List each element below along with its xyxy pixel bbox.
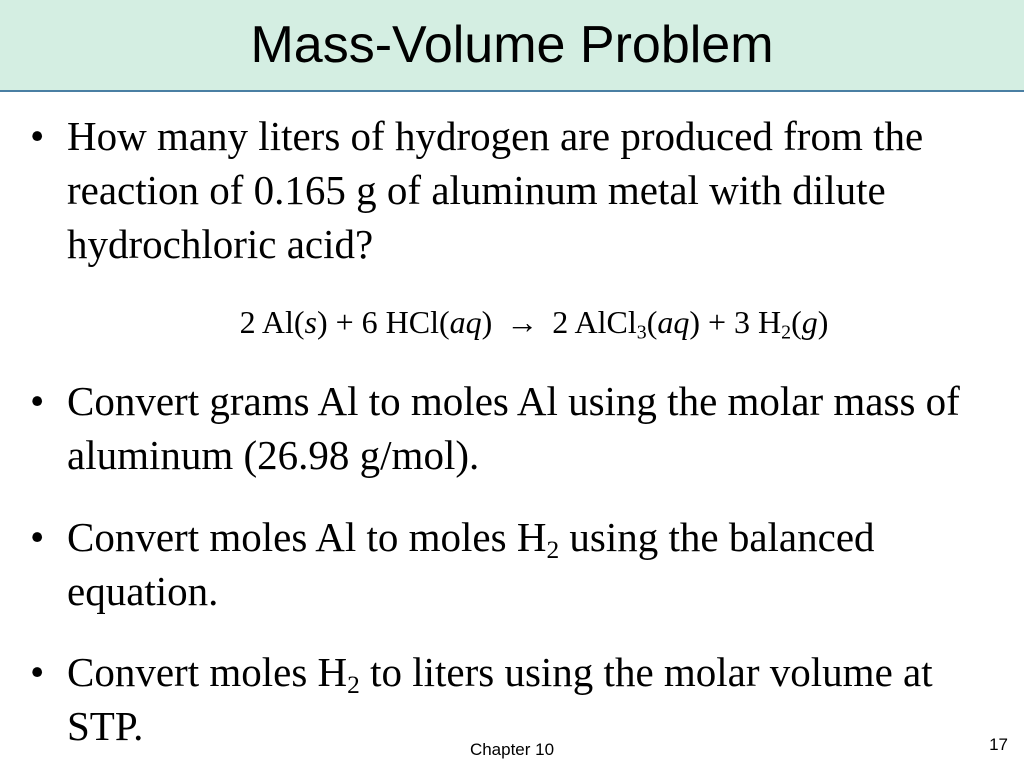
- bullet-text: How many liters of hydrogen are produced from the reaction of 0.165 g of aluminum metal with dilute hydrochloric acid?: [67, 113, 924, 267]
- bullet-text-subscript: 2: [546, 536, 560, 565]
- eq-reactant2: ) + 6 HCl(: [316, 304, 450, 340]
- bullet-text: [67, 645, 990, 753]
- footer-chapter: Chapter 10: [469, 740, 555, 759]
- eq-product1: 2 AlCl: [552, 304, 637, 340]
- eq-product2: ) + 3 H: [689, 304, 782, 340]
- reaction-arrow-icon: →: [506, 304, 539, 340]
- slide-title: Mass-Volume Problem: [250, 16, 774, 74]
- eq-product1-subscript: 3: [636, 321, 647, 344]
- title-bar: [0, 0, 1024, 92]
- bullet-dot-icon: •: [30, 113, 45, 159]
- chemical-equation: [0, 300, 1024, 344]
- bullet-text-post: to liters using the molar volume at STP.: [67, 649, 933, 749]
- bullet-text-post: using the balanced equation.: [67, 514, 875, 614]
- bullet-text: [67, 510, 990, 618]
- bullet-step-3: [30, 645, 990, 753]
- eq-product2-close: ): [817, 304, 829, 340]
- bullet-text-pre: Convert moles Al to moles H: [67, 514, 547, 560]
- eq-state-gas: g: [801, 304, 818, 340]
- eq-reactant1: 2 Al(: [239, 304, 305, 340]
- bullet-step-1: [30, 374, 990, 482]
- bullet-step-2: [30, 510, 990, 618]
- bullet-dot-icon: •: [30, 649, 45, 695]
- eq-reactant2-close: ): [481, 304, 493, 340]
- eq-product1-open: (: [646, 304, 658, 340]
- page-number: 17: [989, 735, 1008, 754]
- bullet-dot-icon: •: [30, 378, 45, 424]
- bullet-question: [30, 109, 990, 271]
- eq-state-aqueous: aq: [449, 304, 482, 340]
- bullet-text-pre: Convert moles H: [67, 649, 348, 695]
- bullet-text: Convert grams Al to moles Al using the molar mass of aluminum (26.98 g/mol).: [67, 378, 960, 478]
- bullet-text-subscript: 2: [347, 671, 360, 700]
- eq-product2-subscript: 2: [781, 321, 792, 344]
- eq-state-aqueous-2: aq: [657, 304, 690, 340]
- bullet-dot-icon: •: [30, 514, 45, 560]
- eq-product2-open: (: [791, 304, 802, 340]
- eq-state-solid: s: [304, 304, 317, 340]
